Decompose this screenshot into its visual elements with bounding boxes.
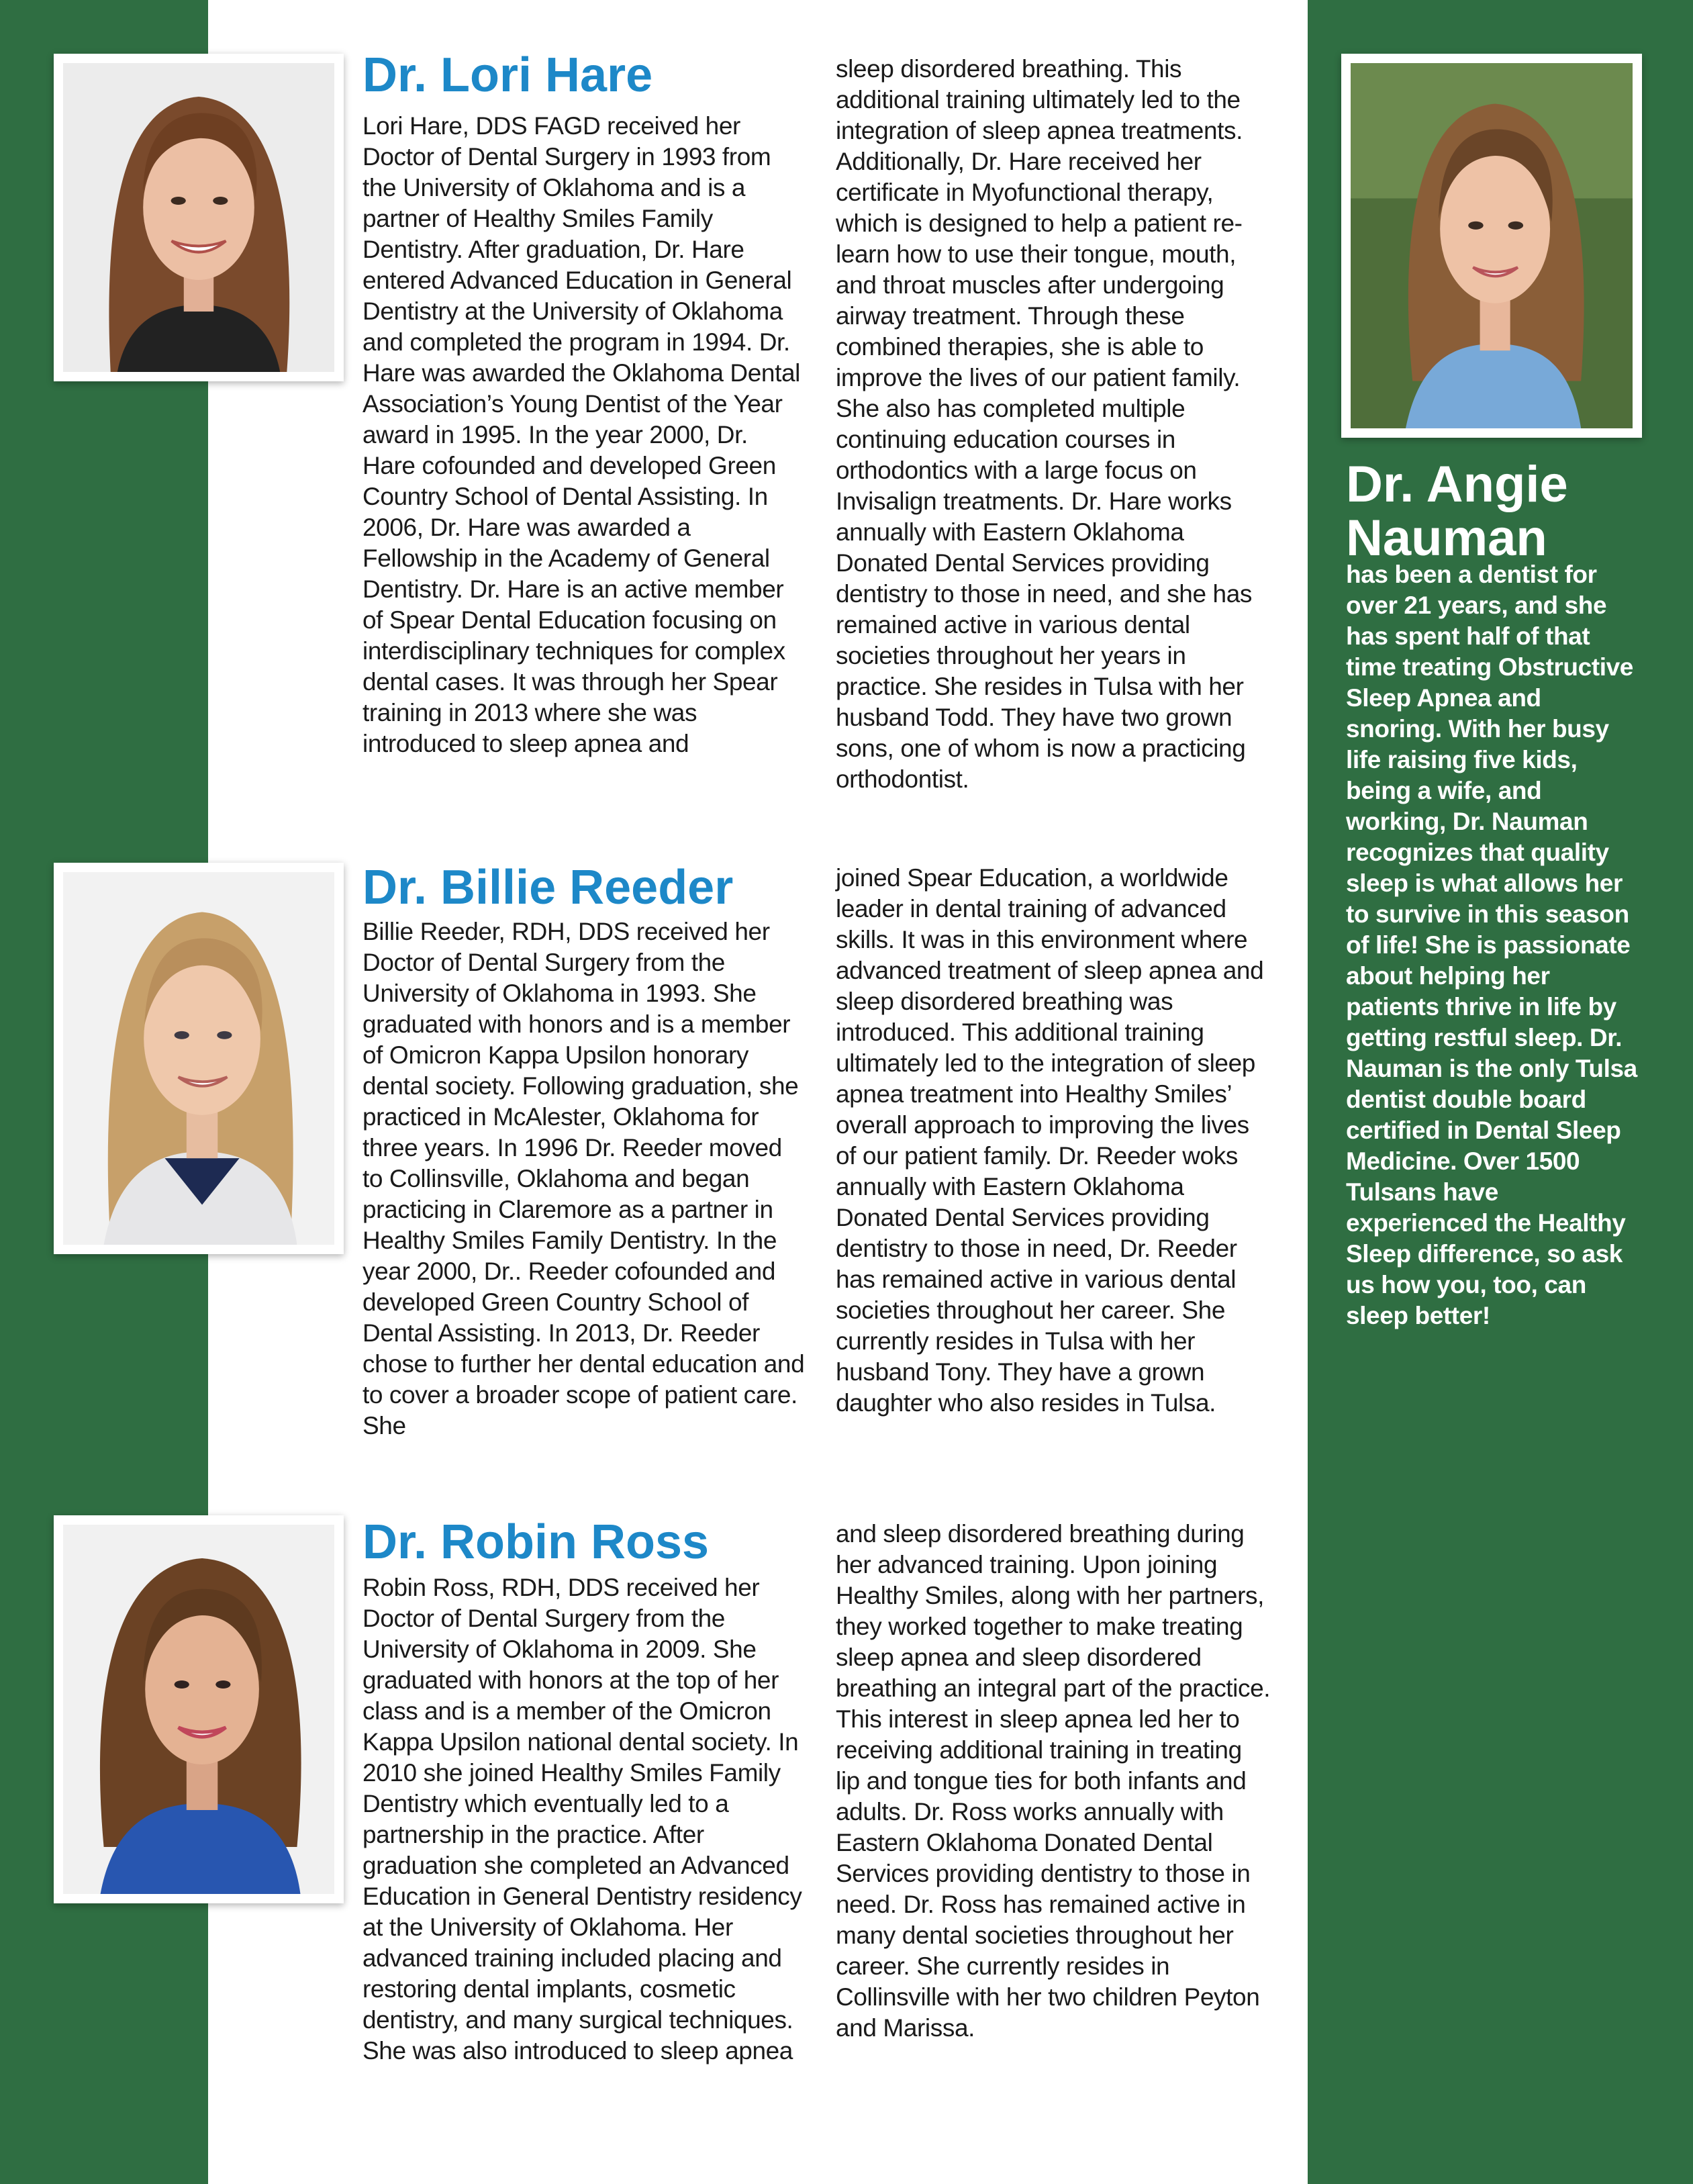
sidebar-bio: has been a dentist for over 21 years, and she has spent half of that time treating Obstructive Sleep Apnea and snoring. With her busy life raising five kids, being a wife, and working, Dr. Nauman recognizes that quality sleep is what allows her to survive in this season of life! She is passionate about helping her patients thrive in life by getting restful sleep. Dr. Nauman is the only Tulsa dentist double board certified in Dental Sleep Medicine. Over 1500 Tulsans have experienced the Healthy Sleep difference, so ask us how you, too, can sleep better!	[1346, 561, 1637, 1329]
bio-robin-ross-col1: Robin Ross, RDH, DDS received her Doctor of Dental Surgery from the University of Oklahoma in 2009. She graduated with honors at the top of her class and is a member of the Omicron Kappa Upsilon national dental society. In 2010 she joined Healthy Smiles Family Dentistry which eventually led to a partnership in the practice. After graduation she completed an Advanced Education in General Dentistry residency at the University of Oklahoma. Her advanced training included placing and restoring dental implants, cosmetic dentistry, and many surgical techniques. She was also introduced to sleep apnea	[362, 1574, 802, 2064]
portrait-image	[63, 63, 334, 372]
photo-lori-hare	[54, 54, 344, 381]
portrait-image	[63, 872, 334, 1245]
doctor-name-lori-hare: Dr. Lori Hare	[362, 48, 653, 102]
bio-lori-hare-col1: Lori Hare, DDS FAGD received her Doctor of Dental Surgery in 1993 from the University of Oklahoma and is a partner of Healthy Smiles Family Dentistry. After graduation, Dr. Hare entered Advanced Education in General Dentistry at the University of Oklahoma and completed the program in 1994. Dr. Hare was awarded the Oklahoma Dental Association’s Young Dentist of the Year award in 1995. In the year 2000, Dr. Hare cofounded and developed Green Country School of Dental Assisting. In 2006, Dr. Hare was awarded a Fellowship in the Academy of General Dentistry. Dr. Hare is an active member of Spear Dental Education focusing on interdisciplinary techniques for complex dental cases. It was through her Spear training in 2013 where she was introduced to sleep apnea and	[362, 112, 800, 757]
photo-angie-nauman	[1341, 54, 1642, 438]
portrait-image	[1351, 63, 1633, 428]
bio-billie-reeder-col2: joined Spear Education, a worldwide leader in dental training of advanced skills. It was in this environment where advanced treatment of sleep apnea and sleep disordered breathing was introduced. This additional training ultimately led to the integration of sleep apnea treatment into Healthy Smiles’ overall approach to improving the lives of our patient family. Dr. Reeder woks annually with Eastern Oklahoma Donated Dental Services providing dentistry to those in need, Dr. Reeder has remained active in various dental societies throughout her career. She currently resides in Tulsa with her husband Tony. They have a grown daughter who also resides in Tulsa.	[836, 864, 1264, 1417]
bio-lori-hare-col2: sleep disordered breathing. This additional training ultimately led to the integration of sleep apnea treatments. Additionally, Dr. Hare received her certificate in Myofunctional therapy, which is designed to help a patient re-learn how to use their tongue, mouth, and throat muscles after undergoing airway treatment. Through these combined therapies, she is able to improve the lives of our patient family. She also has completed multiple continuing education courses in orthodontics with a large focus on Invisalign treatments. Dr. Hare works annually with Eastern Oklahoma Donated Dental Services providing dentistry to those in need, and she has remained active in various dental societies throughout her years in practice. She resides in Tulsa with her husband Todd. They have two grown sons, one of whom is now a practicing orthodontist.	[836, 55, 1252, 793]
bio-robin-ross-col2: and sleep disordered breathing during her advanced training. Upon joining Healthy Smiles, along with her partners, they worked together to make treating sleep apnea and sleep disordered breathing an integral part of the practice. This interest in sleep apnea led her to receiving additional training in treating lip and tongue ties for both infants and adults. Dr. Ross works annually with Eastern Oklahoma Donated Dental Services providing dentistry to those in need. Dr. Ross has remained active in many dental societies throughout her career. She currently resides in Collinsville with her two children Peyton and Marissa.	[836, 1520, 1271, 2042]
bio-billie-reeder-col1: Billie Reeder, RDH, DDS received her Doctor of Dental Surgery from the University of Oklahoma in 1993. She graduated with honors and is a member of Omicron Kappa Upsilon honorary dental society. Following graduation, she practiced in McAlester, Oklahoma for three years. In 1996 Dr. Reeder moved to Collinsville, Oklahoma and began practicing in Claremore as a partner in Healthy Smiles Family Dentistry. In the year 2000, Dr.. Reeder cofounded and developed Green Country School of Dental Assisting. In 2013, Dr. Reeder chose to further her dental education and to cover a broader scope of patient care. She	[362, 918, 805, 1439]
doctor-name-billie-reeder: Dr. Billie Reeder	[362, 861, 734, 914]
photo-robin-ross	[54, 1515, 344, 1903]
photo-billie-reeder	[54, 863, 344, 1254]
doctor-name-robin-ross: Dr. Robin Ross	[362, 1515, 710, 1569]
sidebar-doctor-name: Dr. Angie Nauman	[1346, 456, 1568, 567]
portrait-image	[63, 1525, 334, 1894]
